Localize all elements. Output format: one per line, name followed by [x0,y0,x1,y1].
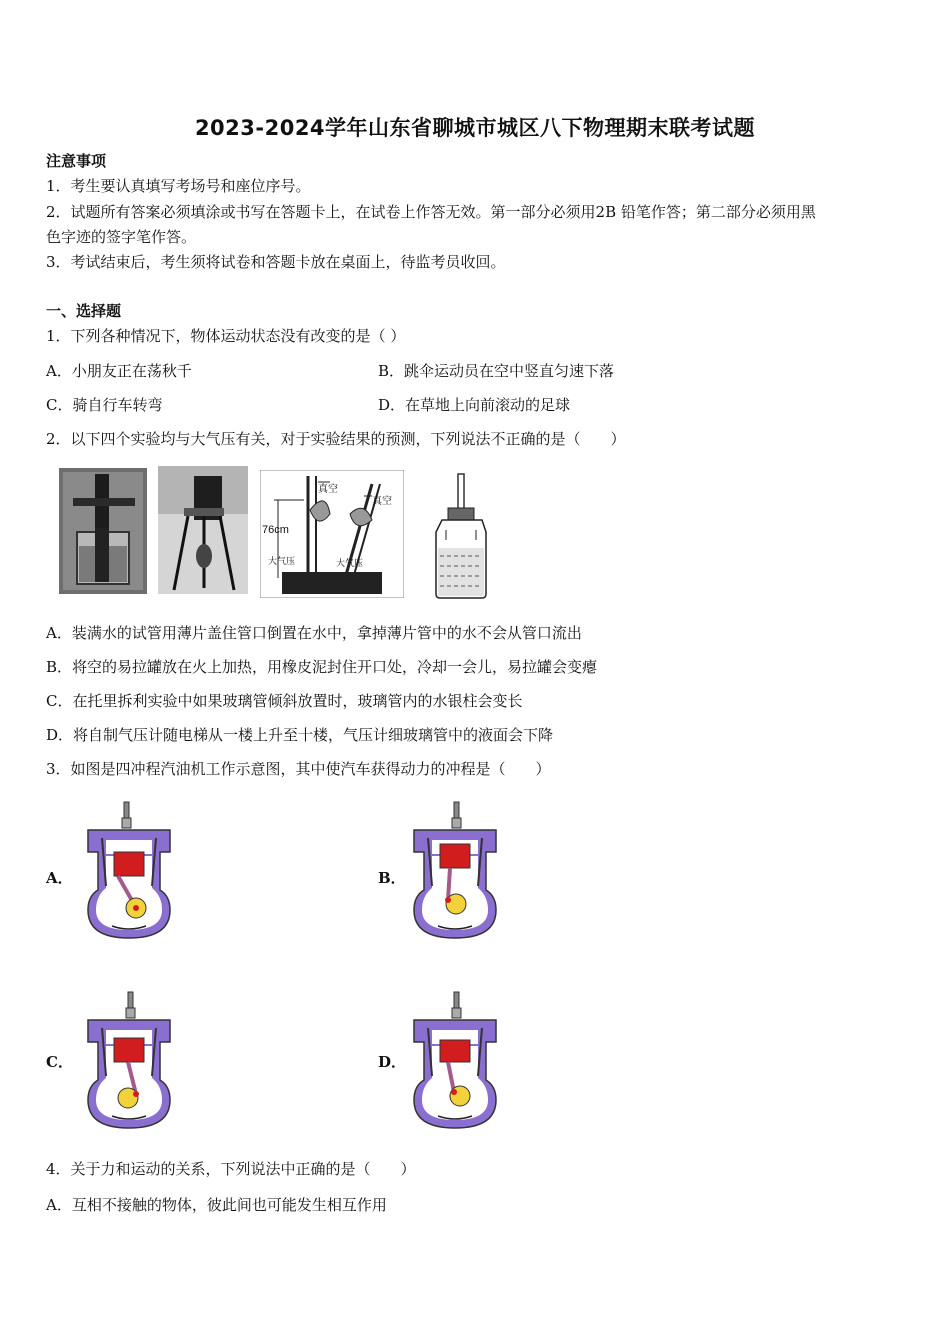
q3-option-b: B． [378,869,406,887]
q3-option-c: C． [46,1053,73,1071]
page-title: 2023-2024学年山东省聊城市城区八下物理期末联考试题 [194,116,756,140]
notice-item-3: 3．考试结束后，考生须将试卷和答题卡放在桌面上，待监考员收回。 [46,253,506,271]
atm-label-1: 大气压 [268,557,296,567]
notice-item-1: 1．考生要认真填写考场号和座位序号。 [46,177,311,195]
q3-option-d: D． [378,1053,407,1071]
q3-stem: 3．如图是四冲程汽油机工作示意图，其中使汽车获得动力的冲程是（ ） [46,760,551,778]
notice-item-2-cont: 色字迹的签字笔作答。 [46,228,197,246]
barometer-bottle-diagram [428,470,496,602]
q4-stem: 4．关于力和运动的关系，下列说法中正确的是（ ） [46,1160,416,1178]
q3-option-a: A． [46,869,73,887]
atm-label-2: 大气压 [336,559,364,569]
q2-option-a: A．装满水的试管用薄片盖住管口倒置在水中，拿掉薄片管中的水不会从管口流出 [46,624,582,642]
q2-option-b: B．将空的易拉罐放在火上加热，用橡皮泥封住开口处，冷却一会儿，易拉罐会变瘪 [46,658,598,676]
q1-option-d: D．在草地上向前滚动的足球 [378,396,571,414]
q1-stem: 1．下列各种情况下，物体运动状态没有改变的是（ ） [46,327,406,345]
engine-diagram-a [84,800,174,942]
q2-option-d: D．将自制气压计随电梯从一楼上升至十楼，气压计细玻璃管中的液面会下降 [46,726,554,744]
vacuum-label-1: 真空 [318,484,338,495]
height-label: 76cm [262,524,289,536]
engine-diagram-b [410,800,500,942]
vacuum-label-2: 真空 [372,496,392,507]
notice-item-2: 2．试题所有答案必须填涂或书写在答题卡上，在试卷上作答无效。第一部分必须用2B 铅笔作答；第二部分必须用黑 [46,203,816,221]
engine-diagram-c [84,990,174,1132]
q1-option-b: B．跳伞运动员在空中竖直匀速下落 [378,362,615,380]
q2-stem: 2．以下四个实验均与大气压有关，对于实验结果的预测，下列说法不正确的是（ ） [46,430,626,448]
notice-heading: 注意事项 [46,152,107,170]
test-tube-photo [59,468,147,594]
q1-option-a: A．小朋友正在荡秋千 [46,362,192,380]
q2-option-c: C．在托里拆利实验中如果玻璃管倾斜放置时，玻璃管内的水银柱会变长 [46,692,523,710]
section-heading: 一、选择题 [46,302,122,320]
q1-option-c: C．骑自行车转弯 [46,396,163,414]
can-heating-photo [158,466,248,594]
torricelli-diagram [260,470,404,598]
q4-option-a: A．互相不接触的物体，彼此间也可能发生相互作用 [46,1196,387,1214]
engine-diagram-d [410,990,500,1132]
